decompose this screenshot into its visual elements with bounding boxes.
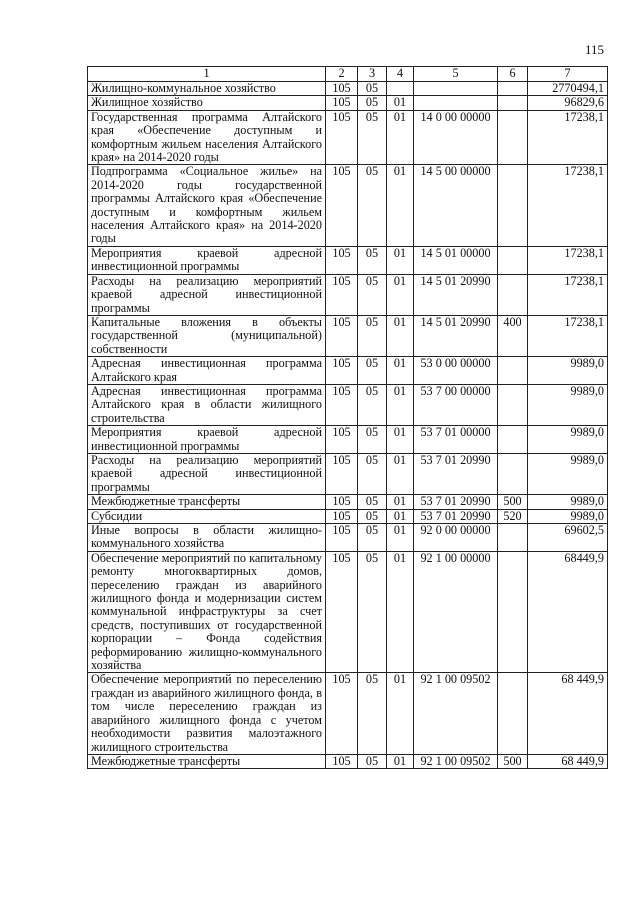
row-expense-type bbox=[498, 82, 528, 96]
row-grbs: 105 bbox=[326, 274, 358, 315]
row-subsection: 01 bbox=[387, 754, 414, 768]
row-target-code: 92 0 00 00000 bbox=[414, 524, 498, 552]
table-row bbox=[88, 509, 608, 523]
row-subsection: 01 bbox=[387, 453, 414, 494]
row-name: Межбюджетные трансферты bbox=[88, 754, 326, 768]
row-grbs: 105 bbox=[326, 165, 358, 246]
row-expense-type: 500 bbox=[498, 754, 528, 768]
table-row bbox=[88, 384, 608, 425]
row-amount: 2770494,1 bbox=[528, 82, 608, 96]
row-name: Жилищное хозяйство bbox=[88, 96, 326, 110]
row-section: 05 bbox=[358, 357, 387, 385]
row-target-code: 53 7 01 20990 bbox=[414, 453, 498, 494]
row-amount: 68 449,9 bbox=[528, 673, 608, 754]
row-subsection: 01 bbox=[387, 509, 414, 523]
row-grbs: 105 bbox=[326, 524, 358, 552]
row-grbs: 105 bbox=[326, 96, 358, 110]
table-row bbox=[88, 315, 608, 356]
page-number: 115 bbox=[584, 42, 604, 57]
row-name: Обеспечение мероприятий по переселению граждан из аварийного жилищного фонда, в том числе переселению граждан из аварийного жилищного фонда с учетом необходимости развития малоэтажного жилищного строительства bbox=[88, 673, 326, 754]
row-subsection: 01 bbox=[387, 274, 414, 315]
row-amount: 17238,1 bbox=[528, 165, 608, 246]
row-grbs: 105 bbox=[326, 315, 358, 356]
row-target-code: 14 5 01 20990 bbox=[414, 315, 498, 356]
row-name: Мероприятия краевой адресной инвестиционной программы bbox=[88, 426, 326, 454]
row-expense-type bbox=[498, 673, 528, 754]
table-row bbox=[88, 524, 608, 552]
table-row bbox=[88, 246, 608, 274]
row-target-code: 14 0 00 00000 bbox=[414, 110, 498, 165]
row-amount: 68449,9 bbox=[528, 551, 608, 673]
table-row bbox=[88, 453, 608, 494]
row-subsection bbox=[387, 82, 414, 96]
row-section: 05 bbox=[358, 165, 387, 246]
row-name: Мероприятия краевой адресной инвестиционной программы bbox=[88, 246, 326, 274]
row-grbs: 105 bbox=[326, 357, 358, 385]
row-target-code: 14 5 01 20990 bbox=[414, 274, 498, 315]
table-row bbox=[88, 673, 608, 754]
row-section: 05 bbox=[358, 384, 387, 425]
row-amount: 96829,6 bbox=[528, 96, 608, 110]
table-row bbox=[88, 754, 608, 768]
header-col-2: 2 bbox=[326, 67, 358, 82]
table-row bbox=[88, 82, 608, 96]
row-subsection: 01 bbox=[387, 110, 414, 165]
table-row bbox=[88, 110, 608, 165]
row-grbs: 105 bbox=[326, 426, 358, 454]
row-section: 05 bbox=[358, 110, 387, 165]
row-expense-type bbox=[498, 524, 528, 552]
row-expense-type: 520 bbox=[498, 509, 528, 523]
row-name: Расходы на реализацию мероприятий краевой адресной инвестиционной программы bbox=[88, 274, 326, 315]
row-amount: 9989,0 bbox=[528, 384, 608, 425]
row-grbs: 105 bbox=[326, 509, 358, 523]
row-section: 05 bbox=[358, 551, 387, 673]
table-row bbox=[88, 165, 608, 246]
row-amount: 17238,1 bbox=[528, 110, 608, 165]
row-amount: 17238,1 bbox=[528, 274, 608, 315]
row-target-code: 53 0 00 00000 bbox=[414, 357, 498, 385]
row-expense-type bbox=[498, 551, 528, 673]
row-expense-type bbox=[498, 96, 528, 110]
row-expense-type bbox=[498, 357, 528, 385]
table-header-row bbox=[88, 67, 608, 82]
row-name: Расходы на реализацию мероприятий краевой адресной инвестиционной программы bbox=[88, 453, 326, 494]
row-subsection: 01 bbox=[387, 524, 414, 552]
row-expense-type: 500 bbox=[498, 495, 528, 509]
row-grbs: 105 bbox=[326, 82, 358, 96]
row-target-code: 53 7 00 00000 bbox=[414, 384, 498, 425]
row-subsection: 01 bbox=[387, 551, 414, 673]
row-target-code bbox=[414, 82, 498, 96]
row-subsection: 01 bbox=[387, 165, 414, 246]
row-subsection: 01 bbox=[387, 96, 414, 110]
row-grbs: 105 bbox=[326, 495, 358, 509]
row-section: 05 bbox=[358, 246, 387, 274]
row-expense-type bbox=[498, 165, 528, 246]
row-grbs: 105 bbox=[326, 246, 358, 274]
row-name: Жилищно-коммунальное хозяйство bbox=[88, 82, 326, 96]
row-subsection: 01 bbox=[387, 357, 414, 385]
table-row bbox=[88, 495, 608, 509]
row-section: 05 bbox=[358, 495, 387, 509]
row-grbs: 105 bbox=[326, 551, 358, 673]
row-name: Государственная программа Алтайского края «Обеспечение доступным и комфортным жильем населения Алтайского края» на 2014-2020 годы bbox=[88, 110, 326, 165]
row-target-code: 53 7 01 20990 bbox=[414, 495, 498, 509]
row-name: Межбюджетные трансферты bbox=[88, 495, 326, 509]
row-section: 05 bbox=[358, 524, 387, 552]
row-section: 05 bbox=[358, 509, 387, 523]
row-section: 05 bbox=[358, 673, 387, 754]
row-target-code: 14 5 00 00000 bbox=[414, 165, 498, 246]
row-name: Адресная инвестиционная программа Алтайского края в области жилищного строительства bbox=[88, 384, 326, 425]
row-target-code: 14 5 01 00000 bbox=[414, 246, 498, 274]
row-section: 05 bbox=[358, 274, 387, 315]
row-section: 05 bbox=[358, 96, 387, 110]
budget-table bbox=[87, 66, 608, 769]
row-section: 05 bbox=[358, 315, 387, 356]
row-amount: 17238,1 bbox=[528, 315, 608, 356]
row-section: 05 bbox=[358, 82, 387, 96]
row-subsection: 01 bbox=[387, 384, 414, 425]
row-subsection: 01 bbox=[387, 673, 414, 754]
header-col-5: 5 bbox=[414, 67, 498, 82]
table-row bbox=[88, 96, 608, 110]
row-target-code: 53 7 01 00000 bbox=[414, 426, 498, 454]
row-expense-type bbox=[498, 453, 528, 494]
row-name: Капитальные вложения в объекты государственной (муниципальной) собственности bbox=[88, 315, 326, 356]
row-subsection: 01 bbox=[387, 315, 414, 356]
header-col-7: 7 bbox=[528, 67, 608, 82]
row-name: Адресная инвестиционная программа Алтайского края bbox=[88, 357, 326, 385]
row-name: Обеспечение мероприятий по капитальному ремонту многоквартирных домов, переселению граждан из аварийного жилищного фонда и модернизации систем коммунальной инфраструктуры за счет средств, поступивших от государственной корпорации – Фонда содействия реформированию жилищно-коммунального хозяйства bbox=[88, 551, 326, 673]
row-target-code: 92 1 00 09502 bbox=[414, 754, 498, 768]
row-subsection: 01 bbox=[387, 495, 414, 509]
row-expense-type bbox=[498, 384, 528, 425]
table-row bbox=[88, 426, 608, 454]
row-name: Подпрограмма «Социальное жилье» на 2014-2020 годы государственной программы Алтайского края «Обеспечение доступным и комфортным жильем населения Алтайского края» на 2014-2020 годы bbox=[88, 165, 326, 246]
row-amount: 9989,0 bbox=[528, 495, 608, 509]
row-amount: 9989,0 bbox=[528, 426, 608, 454]
header-col-4: 4 bbox=[387, 67, 414, 82]
row-grbs: 105 bbox=[326, 754, 358, 768]
row-section: 05 bbox=[358, 754, 387, 768]
table-row bbox=[88, 551, 608, 673]
row-amount: 68 449,9 bbox=[528, 754, 608, 768]
table-row bbox=[88, 357, 608, 385]
row-amount: 17238,1 bbox=[528, 246, 608, 274]
row-grbs: 105 bbox=[326, 110, 358, 165]
row-grbs: 105 bbox=[326, 453, 358, 494]
row-expense-type: 400 bbox=[498, 315, 528, 356]
row-subsection: 01 bbox=[387, 246, 414, 274]
row-target-code: 92 1 00 09502 bbox=[414, 673, 498, 754]
table-row bbox=[88, 274, 608, 315]
row-section: 05 bbox=[358, 426, 387, 454]
row-grbs: 105 bbox=[326, 673, 358, 754]
row-subsection: 01 bbox=[387, 426, 414, 454]
row-target-code: 53 7 01 20990 bbox=[414, 509, 498, 523]
row-section: 05 bbox=[358, 453, 387, 494]
header-col-3: 3 bbox=[358, 67, 387, 82]
row-grbs: 105 bbox=[326, 384, 358, 425]
row-name: Иные вопросы в области жилищно-коммунального хозяйства bbox=[88, 524, 326, 552]
row-target-code: 92 1 00 00000 bbox=[414, 551, 498, 673]
header-col-6: 6 bbox=[498, 67, 528, 82]
row-target-code bbox=[414, 96, 498, 110]
row-amount: 9989,0 bbox=[528, 453, 608, 494]
row-expense-type bbox=[498, 274, 528, 315]
row-expense-type bbox=[498, 246, 528, 274]
row-amount: 9989,0 bbox=[528, 509, 608, 523]
row-expense-type bbox=[498, 426, 528, 454]
row-amount: 9989,0 bbox=[528, 357, 608, 385]
header-col-1: 1 bbox=[88, 67, 326, 82]
row-expense-type bbox=[498, 110, 528, 165]
row-amount: 69602,5 bbox=[528, 524, 608, 552]
row-name: Субсидии bbox=[88, 509, 326, 523]
